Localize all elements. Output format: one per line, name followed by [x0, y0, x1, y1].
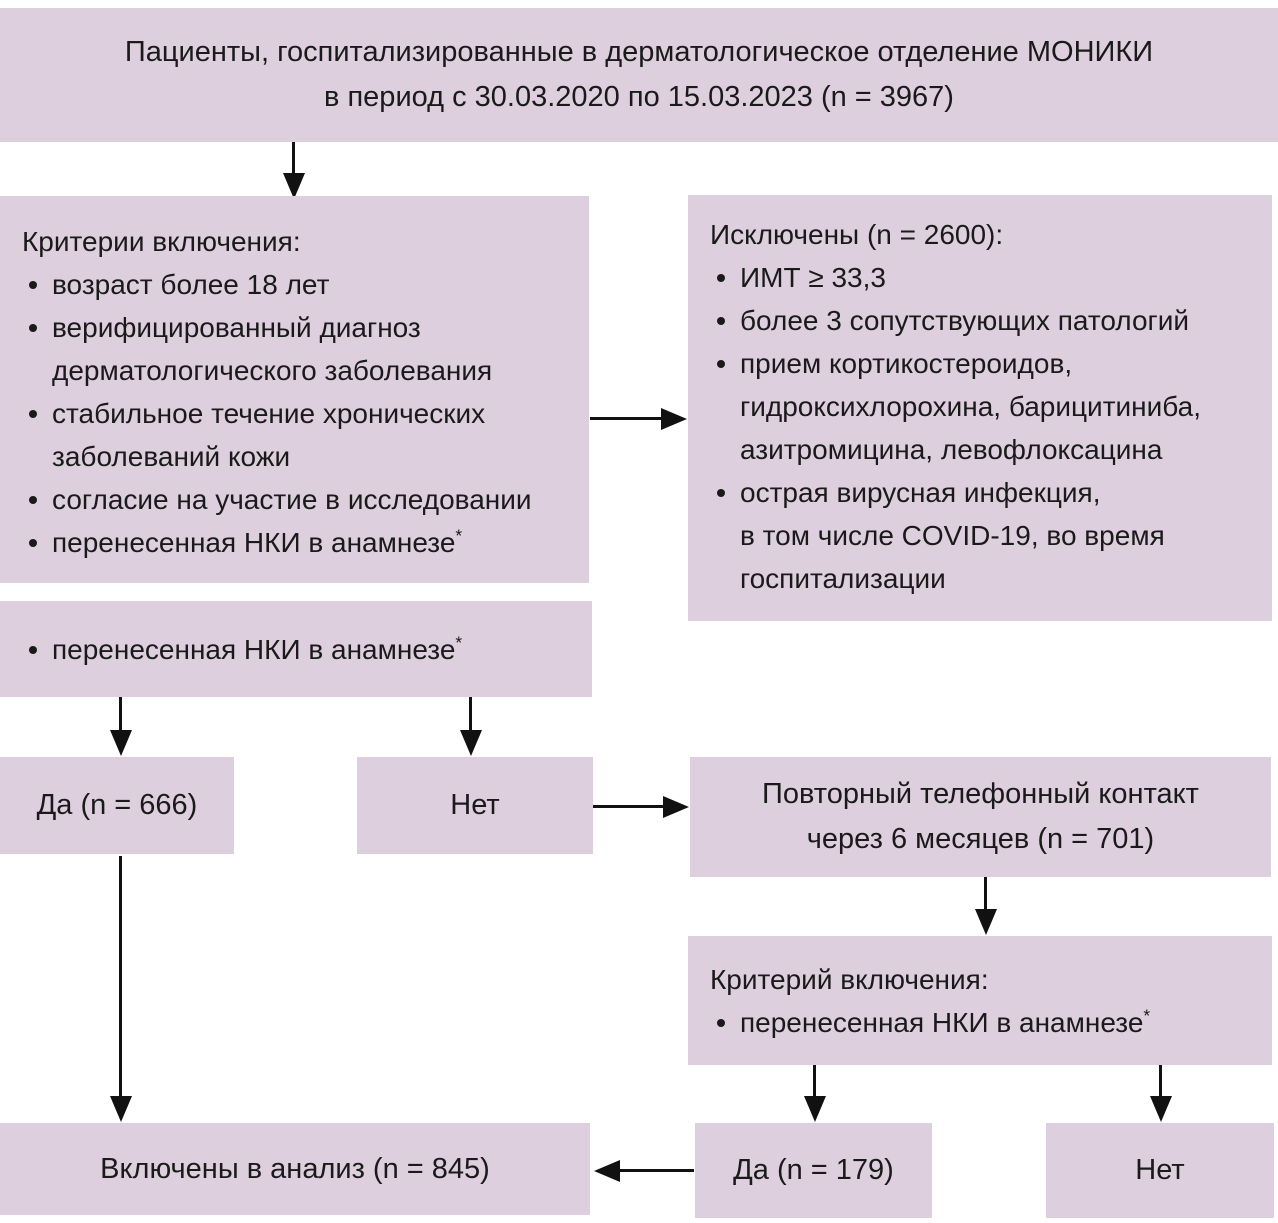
bullet-icon: [710, 256, 740, 299]
bullet-icon: [22, 263, 52, 306]
arrow-strip-to-yes666: [119, 697, 122, 730]
nki-history-box: [0, 601, 592, 697]
arrow-criterion-to-no2: [1159, 1065, 1162, 1096]
excluded-box: [688, 195, 1272, 621]
bullet-icon: [710, 471, 740, 600]
excluded-title: Исключены (n = 2600):: [710, 219, 1004, 250]
recontact-line2: через 6 месяцев (n = 701): [806, 823, 1155, 855]
footnote-asterisk: *: [1143, 1005, 1151, 1026]
included-box: [0, 1123, 590, 1215]
recontact-line1: Повторный телефонный контакт: [762, 778, 1199, 810]
footnote-asterisk: *: [455, 632, 463, 653]
patients-line1: Пациенты, госпитализированные в дерматологическое отделение МОНИКИ: [124, 36, 1154, 68]
bullet-icon: [22, 306, 52, 392]
list-item: ИМТ ≥ 33,3: [710, 256, 1264, 299]
arrow-strip-to-no1: [469, 697, 472, 730]
arrow-top-to-inclusion: [292, 142, 295, 173]
list-item: возраст более 18 лет: [22, 263, 581, 306]
yes-179-box: [695, 1123, 932, 1218]
no2-label: Нет: [1135, 1154, 1185, 1186]
no1-label: Нет: [450, 789, 500, 821]
footnote-asterisk: *: [455, 525, 463, 546]
included-label: Включены в анализ (n = 845): [100, 1152, 490, 1185]
bullet-icon: [710, 1001, 740, 1044]
patients-line2: в период с 30.03.2020 по 15.03.2023 (n = 3967): [324, 81, 954, 113]
no-box-2: [1046, 1123, 1274, 1218]
arrow-inclusion-to-excluded: [590, 417, 661, 420]
list-item: прием кортикостероидов, гидроксихлорохина, барицитиниба, азитромицина, левофлоксацина: [710, 342, 1264, 471]
criterion-box: [688, 936, 1272, 1065]
bullet-icon: [22, 628, 52, 671]
list-item: перенесенная НКИ в анамнезе*: [22, 628, 584, 671]
list-item: перенесенная НКИ в анамнезе*: [710, 1001, 1264, 1044]
bullet-icon: [710, 299, 740, 342]
yes-666-box: [0, 757, 234, 854]
inclusion-title: Критерии включения:: [22, 226, 301, 257]
yes-666-label: Да (n = 666): [36, 789, 198, 821]
list-item: острая вирусная инфекция, в том числе COVID-19, во время госпитализации: [710, 471, 1264, 600]
no-box-1: [357, 757, 593, 854]
arrow-recontact-to-criterion: [984, 877, 987, 909]
arrow-criterion-to-yes179: [813, 1065, 816, 1096]
bullet-icon: [22, 392, 52, 478]
list-item: перенесенная НКИ в анамнезе*: [22, 521, 581, 564]
list-item: верифицированный диагноз дерматологического заболевания: [22, 306, 581, 392]
arrow-no1-to-recontact: [593, 805, 663, 808]
bullet-icon: [22, 521, 52, 564]
list-item: стабильное течение хронических заболеваний кожи: [22, 392, 581, 478]
arrow-yes179-to-included: [620, 1169, 694, 1172]
list-item: более 3 сопутствующих патологий: [710, 299, 1264, 342]
recontact-box: [690, 757, 1271, 877]
inclusion-criteria-box: [0, 196, 589, 583]
bullet-icon: [710, 342, 740, 471]
criterion-title: Критерий включения:: [710, 963, 989, 995]
bullet-icon: [22, 478, 52, 521]
arrow-yes666-to-included: [119, 856, 122, 1096]
patients-box: [0, 8, 1278, 142]
yes-179-label: Да (n = 179): [733, 1154, 894, 1186]
list-item: согласие на участие в исследовании: [22, 478, 581, 521]
